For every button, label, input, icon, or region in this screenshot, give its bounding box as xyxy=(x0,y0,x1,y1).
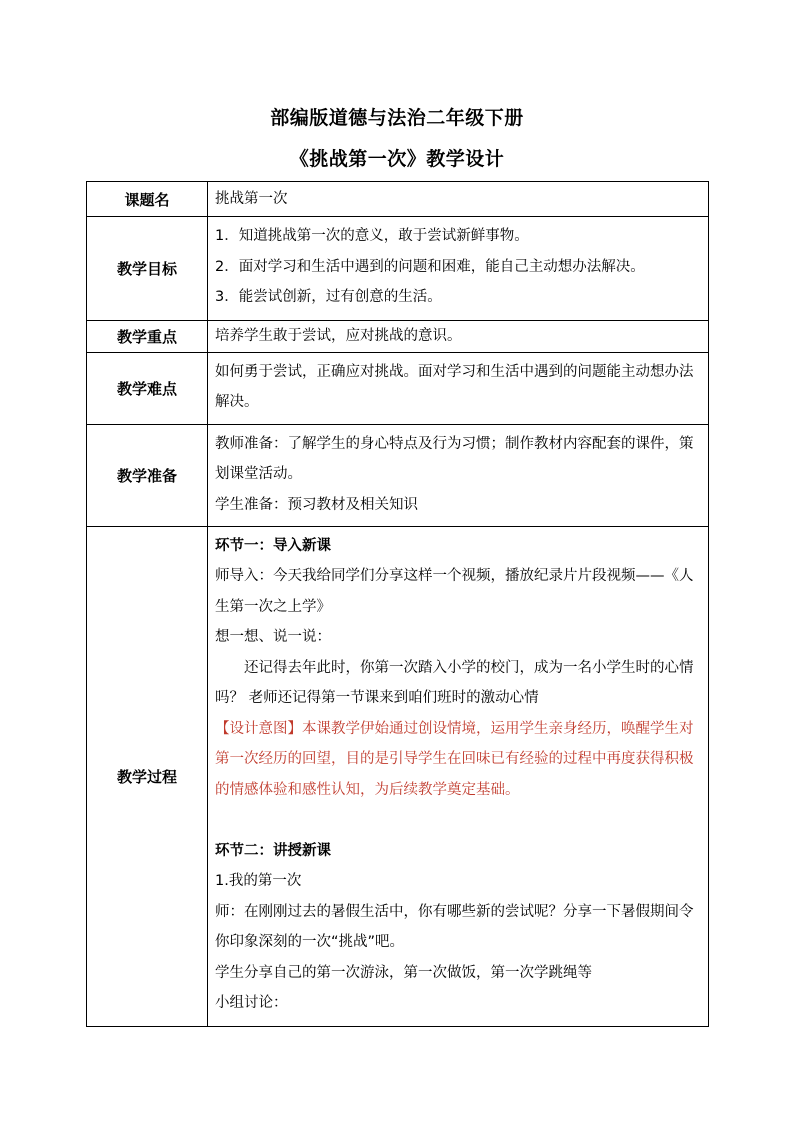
section2-sub: 1.我的第一次 xyxy=(215,873,302,889)
preparation-cell xyxy=(208,424,709,526)
difficulties-label: 教学难点 xyxy=(87,352,208,424)
table-row-objectives xyxy=(87,217,709,321)
process-label: 教学过程 xyxy=(87,526,208,1026)
key-points-value: 培养学生敢于尝试，应对挑战的意识。 xyxy=(208,321,709,353)
lesson-plan-table xyxy=(86,181,709,1027)
process-cell xyxy=(208,526,709,1026)
section2-students: 学生分享自己的第一次游泳，第一次做饭，第一次学跳绳等 xyxy=(215,964,592,981)
document-subtitle: 《挑战第一次》教学设计 xyxy=(289,148,505,170)
design-intent xyxy=(215,714,702,806)
objective-item: 3．能尝试创新，过有创意的生活。 xyxy=(215,289,442,305)
difficulties-value: 如何勇于尝试，正确应对挑战。面对学习和生活中遇到的问题能主动想办法解决。 xyxy=(208,352,709,424)
section2-teacher: 师：在刚刚过去的暑假生活中，你有哪些新的尝试呢？分享一下暑假期间令你印象深刻的一次“挑战”吧。 xyxy=(215,903,694,950)
table-row-preparation xyxy=(87,424,709,526)
objectives-cell xyxy=(208,217,709,321)
design-intent-tag: 【设计意图】 xyxy=(215,720,302,737)
teacher-preparation: 教师准备：了解学生的身心特点及行为习惯；制作教材内容配套的课件，策划课堂活动。 xyxy=(215,435,694,482)
table-row-process xyxy=(87,526,709,1026)
section1-question: 还记得去年此时，你第一次踏入小学的校门，成为一名小学生时的心情吗？ 老师还记得第一节课来到咱们班时的激动心情 xyxy=(215,659,694,706)
section2-group: 小组讨论： xyxy=(215,995,288,1011)
section1-prompt: 想一想、说一说： xyxy=(215,629,331,645)
design-intent-text: 本课教学伊始通过创设情境，运用学生亲身经历，唤醒学生对第一次经历的回望，目的是引导学生在回味已有经验的过程中再度获得积极的情感体验和感性认知，为后续教学奠定基础。 xyxy=(215,720,694,798)
section1-title: 环节一：导入新课 xyxy=(215,537,331,554)
topic-value: 挑战第一次 xyxy=(208,182,709,217)
document-title: 部编版道德与法治二年级下册 xyxy=(270,107,524,129)
section2-title: 环节二：讲授新课 xyxy=(215,842,331,859)
table-row-key-points xyxy=(87,321,709,353)
objectives-label: 教学目标 xyxy=(87,217,208,321)
section1-intro: 师导入：今天我给同学们分享这样一个视频，播放纪录片片段视频——《人生第一次之上学》 xyxy=(215,568,694,615)
objective-item: 2．面对学习和生活中遇到的问题和困难，能自己主动想办法解决。 xyxy=(215,258,645,275)
table-row-difficulties xyxy=(87,352,709,424)
blank-line xyxy=(215,805,702,836)
topic-label: 课题名 xyxy=(87,182,208,217)
preparation-label: 教学准备 xyxy=(87,424,208,526)
table-row-topic xyxy=(87,182,709,217)
objective-item: 1．知道挑战第一次的意义，敢于尝试新鲜事物。 xyxy=(215,228,529,244)
student-preparation: 学生准备：预习教材及相关知识 xyxy=(215,496,418,513)
key-points-label: 教学重点 xyxy=(87,321,208,353)
